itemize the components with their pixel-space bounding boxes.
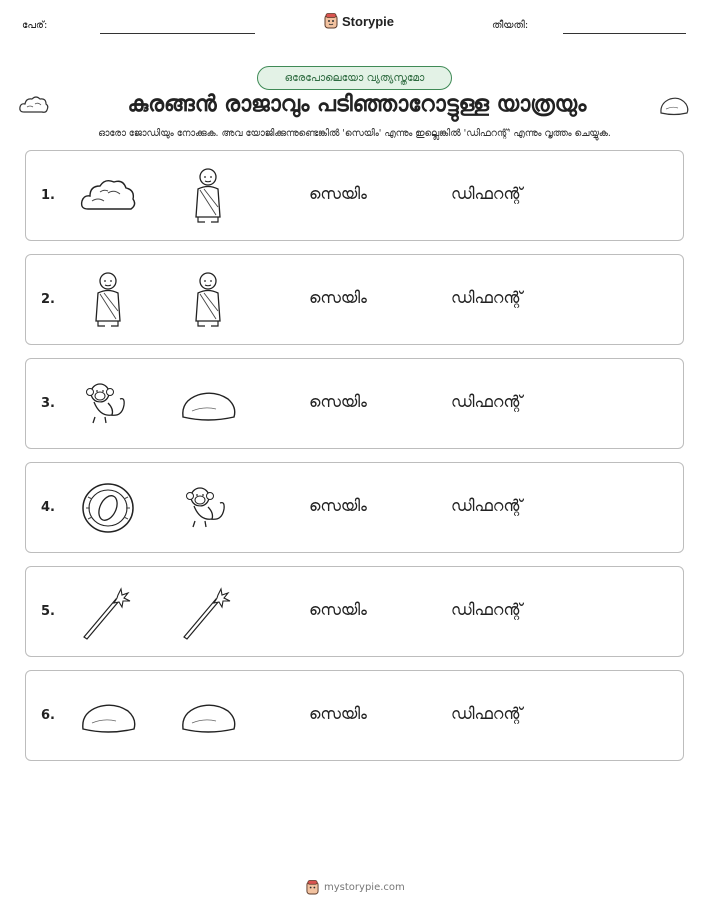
rock-icon xyxy=(658,95,690,117)
question-number: 2. xyxy=(41,292,55,307)
different-option[interactable]: ഡിഫറന്റ് xyxy=(451,184,523,203)
monkey-icon xyxy=(178,477,238,539)
question-row-4 xyxy=(25,462,684,553)
same-option[interactable]: സെയിം xyxy=(309,496,367,515)
footer xyxy=(306,880,405,895)
brand-name: Storypie xyxy=(342,13,395,29)
rock-icon xyxy=(178,373,238,435)
question-row-5 xyxy=(25,566,684,657)
storypie-mascot-icon xyxy=(306,880,319,895)
same-option[interactable]: സെയിം xyxy=(309,600,367,619)
peach-icon xyxy=(78,477,138,539)
date-field-line[interactable] xyxy=(563,33,686,34)
date-label: തീയതി: xyxy=(492,20,529,31)
instructions: ഓരോ ജോഡിയും നോക്കുക. അവ യോജിക്കുന്നുണ്ടെങ്കിൽ 'സെയിം' എന്നും ഇല്ലെങ്കിൽ 'ഡിഫറന്റ്' എന്നും വൃത്തം ചെയ്യുക. xyxy=(98,128,611,139)
question-number: 6. xyxy=(41,708,55,723)
magic-staff-icon xyxy=(178,581,238,643)
cloud-icon xyxy=(78,165,138,227)
question-row-2 xyxy=(25,254,684,345)
different-option[interactable]: ഡിഫറന്റ് xyxy=(451,392,523,411)
question-row-1 xyxy=(25,150,684,241)
question-number: 1. xyxy=(41,188,55,203)
monk-icon xyxy=(178,165,238,227)
cloud-icon xyxy=(18,94,50,116)
worksheet-header xyxy=(0,0,709,50)
magic-staff-icon xyxy=(78,581,138,643)
rock-icon xyxy=(178,685,238,747)
footer-site[interactable]: mystorypie.com xyxy=(324,882,405,893)
monk-icon xyxy=(78,269,138,331)
question-number: 5. xyxy=(41,604,55,619)
question-row-6 xyxy=(25,670,684,761)
name-field-line[interactable] xyxy=(100,33,255,34)
different-option[interactable]: ഡിഫറന്റ് xyxy=(451,704,523,723)
different-option[interactable]: ഡിഫറന്റ് xyxy=(451,496,523,515)
question-row-3 xyxy=(25,358,684,449)
different-option[interactable]: ഡിഫറന്റ് xyxy=(451,288,523,307)
same-option[interactable]: സെയിം xyxy=(309,184,367,203)
different-option[interactable]: ഡിഫറന്റ് xyxy=(451,600,523,619)
storypie-mascot-icon xyxy=(324,13,338,29)
worksheet-title: കുരങ്ങൻ രാജാവും പടിഞ്ഞാറോട്ടുള്ള യാത്രയും xyxy=(127,92,587,117)
name-label: പേര്: xyxy=(22,20,48,31)
same-option[interactable]: സെയിം xyxy=(309,288,367,307)
monkey-icon xyxy=(78,373,138,435)
monk-icon xyxy=(178,269,238,331)
rock-icon xyxy=(78,685,138,747)
question-number: 4. xyxy=(41,500,55,515)
same-option[interactable]: സെയിം xyxy=(309,704,367,723)
same-option[interactable]: സെയിം xyxy=(309,392,367,411)
storypie-logo xyxy=(324,13,394,29)
worksheet-type-badge: ഒരേപോലെയോ വ്യത്യസ്തമോ xyxy=(257,66,452,90)
question-number: 3. xyxy=(41,396,55,411)
